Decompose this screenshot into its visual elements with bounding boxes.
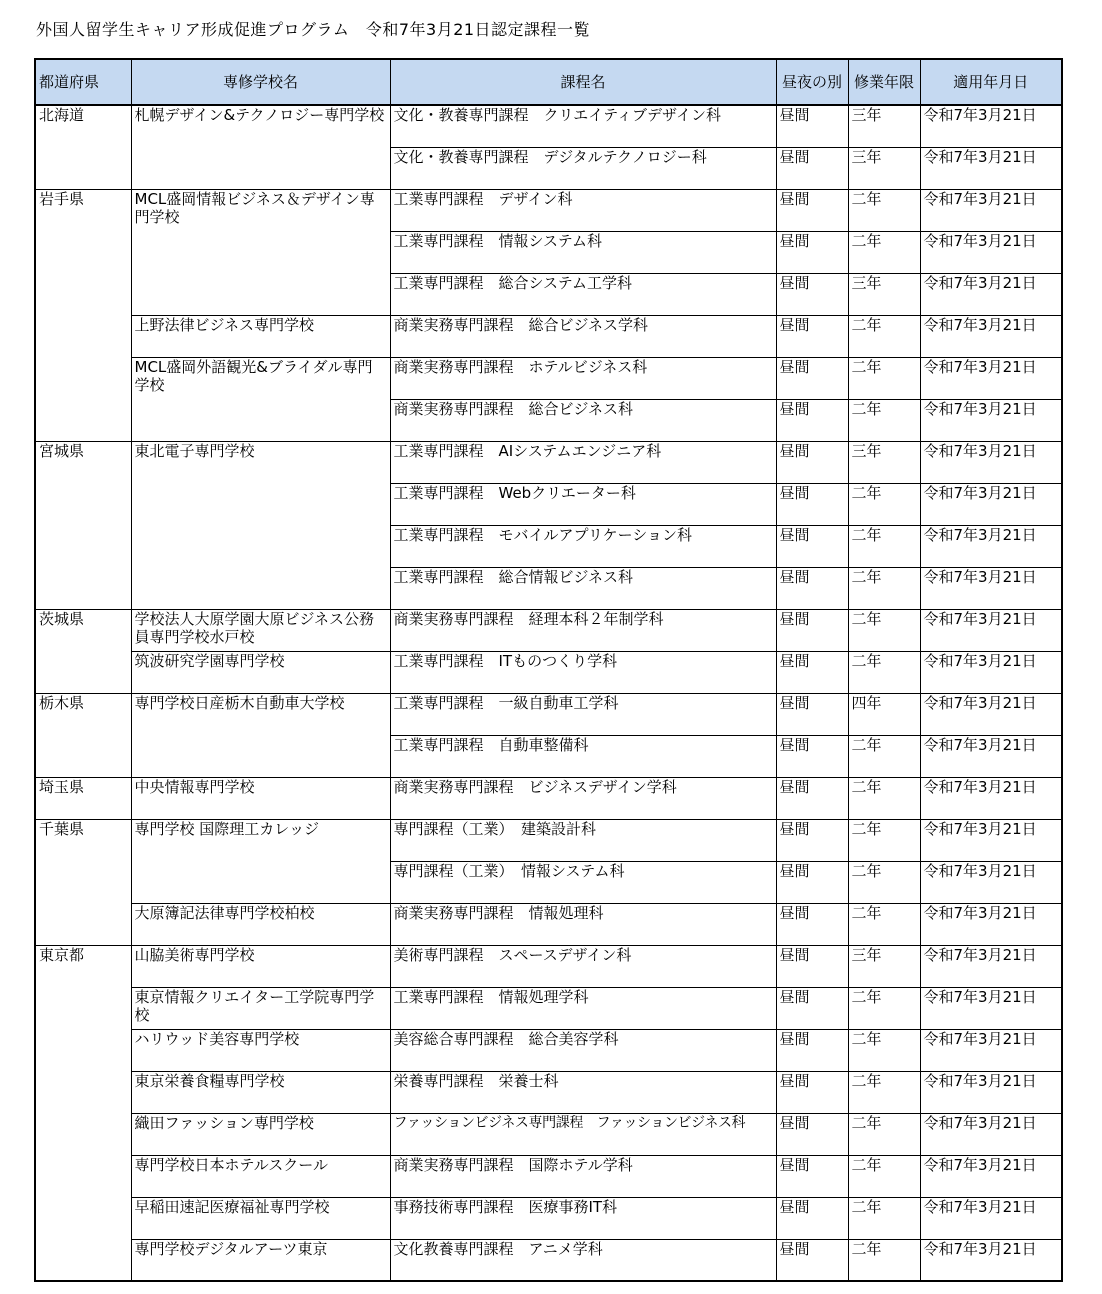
pref-cell: 栃木県 — [35, 693, 131, 777]
date-cell: 令和7年3月21日 — [920, 735, 1062, 777]
school-cell: MCL盛岡情報ビジネス＆デザイン専門学校 — [131, 189, 390, 315]
daynight-cell: 昼間 — [776, 945, 848, 987]
header-school: 専修学校名 — [131, 59, 390, 105]
course-cell: 商業実務専門課程 ビジネスデザイン学科 — [390, 777, 776, 819]
table-row — [35, 1197, 1062, 1239]
daynight-cell: 昼間 — [776, 399, 848, 441]
table-row — [35, 651, 1062, 693]
years-cell: 二年 — [848, 1113, 920, 1155]
years-cell: 二年 — [848, 861, 920, 903]
years-cell: 二年 — [848, 525, 920, 567]
years-cell: 二年 — [848, 987, 920, 1029]
date-cell: 令和7年3月21日 — [920, 987, 1062, 1029]
years-cell: 二年 — [848, 819, 920, 861]
school-cell: 上野法律ビジネス専門学校 — [131, 315, 390, 357]
years-cell: 二年 — [848, 189, 920, 231]
date-cell: 令和7年3月21日 — [920, 273, 1062, 315]
daynight-cell: 昼間 — [776, 525, 848, 567]
school-cell: 学校法人大原学園大原ビジネス公務員専門学校水戸校 — [131, 609, 390, 651]
date-cell: 令和7年3月21日 — [920, 105, 1062, 147]
daynight-cell: 昼間 — [776, 483, 848, 525]
course-cell: 専門課程（工業） 情報システム科 — [390, 861, 776, 903]
school-cell: 早稲田速記医療福祉専門学校 — [131, 1197, 390, 1239]
date-cell: 令和7年3月21日 — [920, 819, 1062, 861]
course-cell: 文化・教養専門課程 デジタルテクノロジー科 — [390, 147, 776, 189]
school-cell: 山脇美術専門学校 — [131, 945, 390, 987]
course-cell: 商業実務専門課程 総合ビジネス科 — [390, 399, 776, 441]
date-cell: 令和7年3月21日 — [920, 315, 1062, 357]
course-cell: 商業実務専門課程 経理本科２年制学科 — [390, 609, 776, 651]
header-course: 課程名 — [390, 59, 776, 105]
date-cell: 令和7年3月21日 — [920, 441, 1062, 483]
years-cell: 二年 — [848, 1239, 920, 1281]
course-cell: 工業専門課程 Webクリエーター科 — [390, 483, 776, 525]
daynight-cell: 昼間 — [776, 1155, 848, 1197]
daynight-cell: 昼間 — [776, 735, 848, 777]
years-cell: 三年 — [848, 441, 920, 483]
date-cell: 令和7年3月21日 — [920, 1029, 1062, 1071]
course-cell: 工業専門課程 総合システム工学科 — [390, 273, 776, 315]
course-cell: 工業専門課程 ITものつくり学科 — [390, 651, 776, 693]
table-row — [35, 903, 1062, 945]
date-cell: 令和7年3月21日 — [920, 945, 1062, 987]
course-cell: 商業実務専門課程 総合ビジネス学科 — [390, 315, 776, 357]
daynight-cell: 昼間 — [776, 315, 848, 357]
course-cell: 専門課程（工業） 建築設計科 — [390, 819, 776, 861]
date-cell: 令和7年3月21日 — [920, 357, 1062, 399]
table-row — [35, 1239, 1062, 1281]
school-cell: 専門学校日本ホテルスクール — [131, 1155, 390, 1197]
years-cell: 二年 — [848, 231, 920, 273]
date-cell: 令和7年3月21日 — [920, 693, 1062, 735]
date-cell: 令和7年3月21日 — [920, 525, 1062, 567]
years-cell: 三年 — [848, 273, 920, 315]
years-cell: 二年 — [848, 1071, 920, 1113]
date-cell: 令和7年3月21日 — [920, 567, 1062, 609]
years-cell: 三年 — [848, 147, 920, 189]
course-cell: 工業専門課程 情報処理学科 — [390, 987, 776, 1029]
daynight-cell: 昼間 — [776, 1029, 848, 1071]
daynight-cell: 昼間 — [776, 1239, 848, 1281]
years-cell: 二年 — [848, 357, 920, 399]
table-row — [35, 819, 1062, 861]
daynight-cell: 昼間 — [776, 987, 848, 1029]
school-cell: 専門学校 国際理工カレッジ — [131, 819, 390, 903]
table-row — [35, 1155, 1062, 1197]
school-cell: 東京情報クリエイター工学院専門学校 — [131, 987, 390, 1029]
pref-cell: 千葉県 — [35, 819, 131, 945]
course-cell: 商業実務専門課程 ホテルビジネス科 — [390, 357, 776, 399]
course-cell: 工業専門課程 総合情報ビジネス科 — [390, 567, 776, 609]
course-table — [34, 58, 1063, 1282]
date-cell: 令和7年3月21日 — [920, 651, 1062, 693]
date-cell: 令和7年3月21日 — [920, 777, 1062, 819]
course-cell: 工業専門課程 一級自動車工学科 — [390, 693, 776, 735]
header-date: 適用年月日 — [920, 59, 1062, 105]
school-cell: ハリウッド美容専門学校 — [131, 1029, 390, 1071]
table-row — [35, 609, 1062, 651]
date-cell: 令和7年3月21日 — [920, 861, 1062, 903]
pref-cell: 埼玉県 — [35, 777, 131, 819]
table-row — [35, 987, 1062, 1029]
pref-cell: 茨城県 — [35, 609, 131, 693]
pref-cell: 東京都 — [35, 945, 131, 1281]
header-row — [35, 59, 1062, 105]
school-cell: 東京栄養食糧専門学校 — [131, 1071, 390, 1113]
table-row — [35, 1029, 1062, 1071]
daynight-cell: 昼間 — [776, 105, 848, 147]
date-cell: 令和7年3月21日 — [920, 609, 1062, 651]
daynight-cell: 昼間 — [776, 777, 848, 819]
table-row — [35, 693, 1062, 735]
daynight-cell: 昼間 — [776, 273, 848, 315]
course-cell: 工業専門課程 自動車整備科 — [390, 735, 776, 777]
date-cell: 令和7年3月21日 — [920, 1155, 1062, 1197]
school-cell: 大原簿記法律専門学校柏校 — [131, 903, 390, 945]
pref-cell: 岩手県 — [35, 189, 131, 441]
table-row — [35, 777, 1062, 819]
school-cell: MCL盛岡外語観光&ブライダル専門学校 — [131, 357, 390, 441]
daynight-cell: 昼間 — [776, 609, 848, 651]
course-cell: 美術専門課程 スペースデザイン科 — [390, 945, 776, 987]
date-cell: 令和7年3月21日 — [920, 1239, 1062, 1281]
date-cell: 令和7年3月21日 — [920, 1113, 1062, 1155]
date-cell: 令和7年3月21日 — [920, 483, 1062, 525]
daynight-cell: 昼間 — [776, 231, 848, 273]
years-cell: 二年 — [848, 1029, 920, 1071]
date-cell: 令和7年3月21日 — [920, 903, 1062, 945]
school-cell: 中央情報専門学校 — [131, 777, 390, 819]
years-cell: 三年 — [848, 945, 920, 987]
date-cell: 令和7年3月21日 — [920, 399, 1062, 441]
header-years: 修業年限 — [848, 59, 920, 105]
course-cell: 美容総合専門課程 総合美容学科 — [390, 1029, 776, 1071]
pref-cell: 宮城県 — [35, 441, 131, 609]
date-cell: 令和7年3月21日 — [920, 147, 1062, 189]
date-cell: 令和7年3月21日 — [920, 1071, 1062, 1113]
years-cell: 二年 — [848, 651, 920, 693]
date-cell: 令和7年3月21日 — [920, 1197, 1062, 1239]
header-pref: 都道府県 — [35, 59, 131, 105]
header-daynight: 昼夜の別 — [776, 59, 848, 105]
years-cell: 二年 — [848, 315, 920, 357]
years-cell: 四年 — [848, 693, 920, 735]
course-cell: 商業実務専門課程 国際ホテル学科 — [390, 1155, 776, 1197]
years-cell: 二年 — [848, 1197, 920, 1239]
course-cell: ファッションビジネス専門課程 ファッションビジネス科 — [390, 1113, 776, 1155]
years-cell: 二年 — [848, 399, 920, 441]
school-cell: 専門学校日産栃木自動車大学校 — [131, 693, 390, 777]
table-row — [35, 105, 1062, 147]
years-cell: 二年 — [848, 567, 920, 609]
course-cell: 文化・教養専門課程 クリエイティブデザイン科 — [390, 105, 776, 147]
table-row — [35, 1113, 1062, 1155]
table-row — [35, 189, 1062, 231]
school-cell: 札幌デザイン&テクノロジー専門学校 — [131, 105, 390, 189]
date-cell: 令和7年3月21日 — [920, 231, 1062, 273]
daynight-cell: 昼間 — [776, 441, 848, 483]
table-row — [35, 441, 1062, 483]
daynight-cell: 昼間 — [776, 861, 848, 903]
daynight-cell: 昼間 — [776, 357, 848, 399]
table-row — [35, 357, 1062, 399]
daynight-cell: 昼間 — [776, 147, 848, 189]
course-cell: 栄養専門課程 栄養士科 — [390, 1071, 776, 1113]
school-cell: 専門学校デジタルアーツ東京 — [131, 1239, 390, 1281]
daynight-cell: 昼間 — [776, 903, 848, 945]
daynight-cell: 昼間 — [776, 651, 848, 693]
school-cell: 織田ファッション専門学校 — [131, 1113, 390, 1155]
table-row — [35, 1071, 1062, 1113]
daynight-cell: 昼間 — [776, 1113, 848, 1155]
years-cell: 二年 — [848, 609, 920, 651]
course-cell: 工業専門課程 デザイン科 — [390, 189, 776, 231]
years-cell: 二年 — [848, 1155, 920, 1197]
date-cell: 令和7年3月21日 — [920, 189, 1062, 231]
daynight-cell: 昼間 — [776, 1197, 848, 1239]
page-title: 外国人留学生キャリア形成促進プログラム 令和7年3月21日認定課程一覧 — [36, 20, 591, 39]
years-cell: 二年 — [848, 735, 920, 777]
daynight-cell: 昼間 — [776, 1071, 848, 1113]
course-cell: 工業専門課程 AIシステムエンジニア科 — [390, 441, 776, 483]
course-cell: 事務技術専門課程 医療事務IT科 — [390, 1197, 776, 1239]
course-cell: 商業実務専門課程 情報処理科 — [390, 903, 776, 945]
daynight-cell: 昼間 — [776, 189, 848, 231]
pref-cell: 北海道 — [35, 105, 131, 189]
table-row — [35, 945, 1062, 987]
school-cell: 筑波研究学園専門学校 — [131, 651, 390, 693]
course-cell: 工業専門課程 情報システム科 — [390, 231, 776, 273]
years-cell: 二年 — [848, 903, 920, 945]
years-cell: 二年 — [848, 777, 920, 819]
course-cell: 文化教養専門課程 アニメ学科 — [390, 1239, 776, 1281]
course-cell: 工業専門課程 モバイルアプリケーション科 — [390, 525, 776, 567]
years-cell: 三年 — [848, 105, 920, 147]
years-cell: 二年 — [848, 483, 920, 525]
daynight-cell: 昼間 — [776, 693, 848, 735]
school-cell: 東北電子専門学校 — [131, 441, 390, 609]
daynight-cell: 昼間 — [776, 819, 848, 861]
daynight-cell: 昼間 — [776, 567, 848, 609]
table-row — [35, 315, 1062, 357]
